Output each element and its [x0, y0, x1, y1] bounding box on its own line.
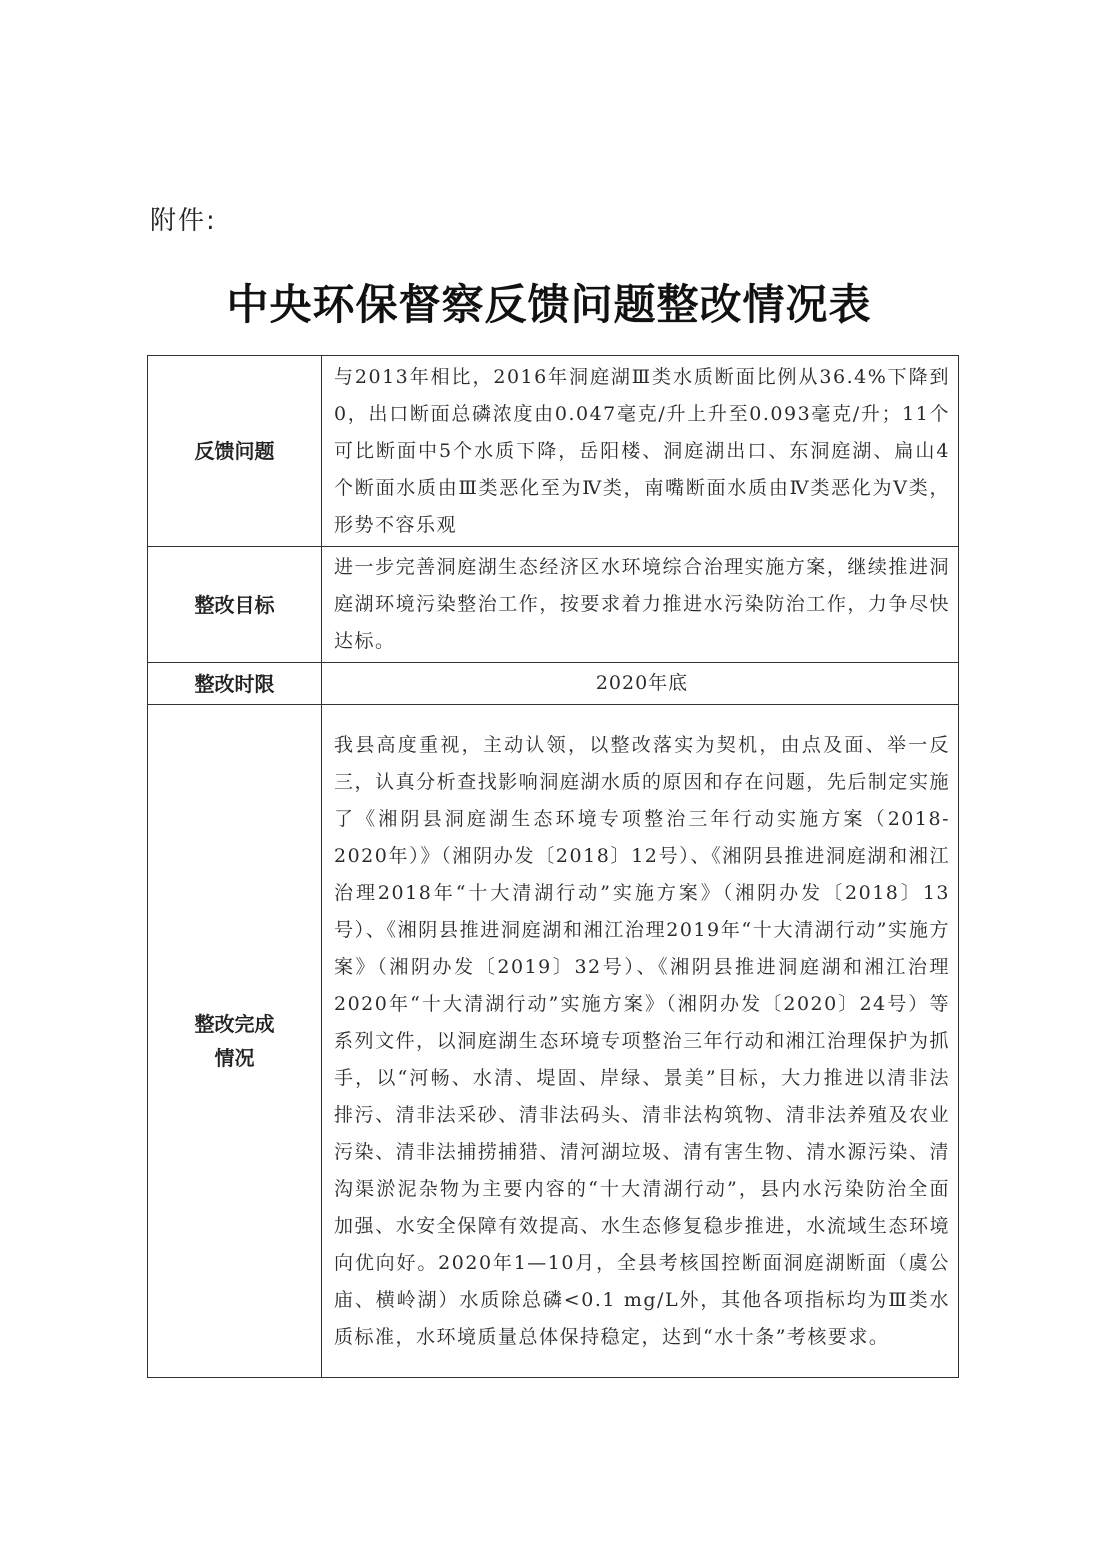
- table-row: [148, 663, 959, 705]
- label-line-1: 整改完成: [194, 1012, 275, 1036]
- table-row: [148, 356, 959, 547]
- rectification-table: [147, 355, 959, 1378]
- row-content-deadline: 2020年底: [322, 663, 959, 705]
- table-row: [148, 547, 959, 663]
- row-label-completion-status: [148, 705, 322, 1378]
- label-line-2: 情况: [214, 1046, 255, 1070]
- table-row: [148, 705, 959, 1378]
- document-title: 中央环保督察反馈问题整改情况表: [226, 280, 872, 329]
- row-label-deadline: 整改时限: [148, 663, 322, 705]
- row-content-feedback-issue: 与2013年相比，2016年洞庭湖Ⅲ类水质断面比例从36.4%下降到0，出口断面总磷浓度由0.047毫克/升上升至0.093毫克/升；11个可比断面中5个水质下降，岳阳楼、洞庭湖出口、东洞庭湖、扁山4个断面水质由Ⅲ类恶化至为Ⅳ类，南嘴断面水质由Ⅳ类恶化为Ⅴ类，形势不容乐观: [322, 356, 959, 547]
- row-content-goal: 进一步完善洞庭湖生态经济区水环境综合治理实施方案，继续推进洞庭湖环境污染整治工作，按要求着力推进水污染防治工作，力争尽快达标。: [322, 547, 959, 663]
- row-label-feedback-issue: 反馈问题: [148, 356, 322, 547]
- row-label-goal: 整改目标: [148, 547, 322, 663]
- row-content-completion-status: 我县高度重视，主动认领，以整改落实为契机，由点及面、举一反三，认真分析查找影响洞庭湖水质的原因和存在问题，先后制定实施了《湘阴县洞庭湖生态环境专项整治三年行动实施方案（2018-2020年）》（湘阴办发〔2018〕12号）、《湘阴县推进洞庭湖和湘江治理2018年“十大清湖行动”实施方案》（湘阴办发〔2018〕13号）、《湘阴县推进洞庭湖和湘江治理2019年“十大清湖行动”实施方案》（湘阴办发〔2019〕32号）、《湘阴县推进洞庭湖和湘江治理2020年“十大清湖行动”实施方案》（湘阴办发〔2020〕24号）等系列文件，以洞庭湖生态环境专项整治三年行动和湘江治理保护为抓手，以“河畅、水清、堤固、岸绿、景美”目标，大力推进以清非法排污、清非法采砂、清非法码头、清非法构筑物、清非法养殖及农业污染、清非法捕捞捕猎、清河湖垃圾、清有害生物、清水源污染、清沟渠淤泥杂物为主要内容的“十大清湖行动”，县内水污染防治全面加强、水安全保障有效提高、水生态修复稳步推进，水流域生态环境向优向好。2020年1—10月，全县考核国控断面洞庭湖断面（虞公庙、横岭湖）水质除总磷<0.1 mg/L外，其他各项指标均为Ⅲ类水质标准，水环境质量总体保持稳定，达到“水十条”考核要求。: [322, 705, 959, 1378]
- attachment-label: 附件:: [150, 206, 217, 236]
